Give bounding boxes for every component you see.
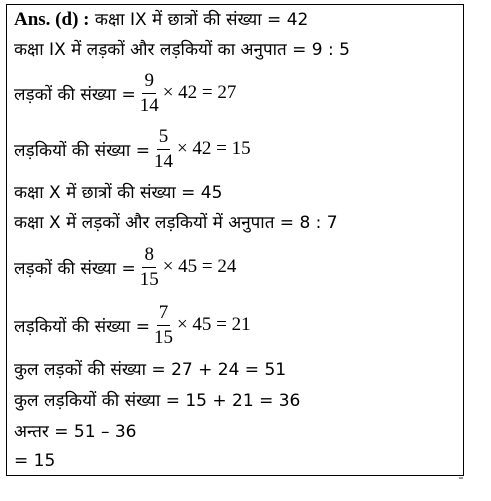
fraction-prefix: लड़कों की संख्या = [14,84,136,105]
line-class9-ratio: कक्षा IX में लड़कों और लड़कियों का अनुपात = 9 : 5 [14,40,350,60]
fraction-suffix: × 42 = 15 [176,138,251,159]
fraction [138,243,161,292]
answer-line [14,9,308,31]
fraction [152,125,175,174]
line-total-girls: कुल लड़कियों की संख्या = 15 + 21 = 36 [14,391,301,411]
fraction-prefix: लड़कों की संख्या = [14,258,136,279]
line-class10-students: कक्षा X में छात्रों की संख्या = 45 [14,183,223,203]
fraction-prefix: लड़कियों की संख्या = [14,316,150,337]
line-total-boys: कुल लड़कों की संख्या = 27 + 24 = 51 [14,360,287,380]
fraction-line-girls9 [14,122,251,176]
numerator: 8 [142,243,156,268]
line-difference: अन्तर = 51 – 36 [14,422,137,442]
denominator: 14 [153,150,173,172]
fraction-prefix: लड़कियों की संख्या = [14,140,150,161]
denominator: 15 [153,326,173,348]
line-class9-students: कक्षा IX में छात्रों की संख्या = 42 [94,10,309,30]
fraction [152,301,175,350]
line-class10-ratio: कक्षा X में लड़कों और लड़कियों में अनुपात = 8 : 7 [14,213,338,233]
line-result: = 15 [14,451,56,471]
fraction-line-girls10 [14,298,251,352]
fraction-suffix: × 42 = 27 [162,82,237,103]
fraction-line-boys10 [14,240,236,294]
denominator: 14 [139,94,159,116]
numerator: 5 [157,125,171,150]
corner-mark [459,477,463,479]
numerator: 9 [142,69,156,94]
fraction-suffix: × 45 = 21 [176,314,251,335]
denominator: 15 [139,268,159,290]
fraction-suffix: × 45 = 24 [162,256,237,277]
fraction [138,69,161,118]
numerator: 7 [157,301,171,326]
fraction-line-boys9 [14,66,236,120]
answer-label: Ans. (d) : [14,9,90,30]
